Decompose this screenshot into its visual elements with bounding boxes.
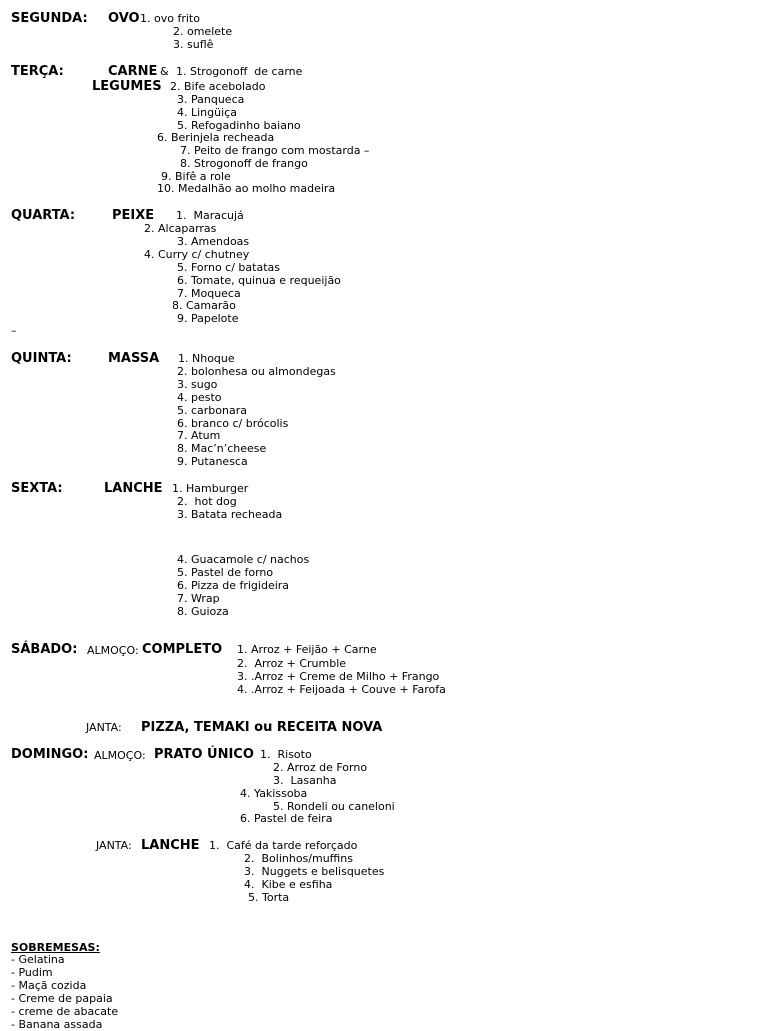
category-lanche: LANCHE xyxy=(104,481,163,496)
list-item: 5. Rondeli ou caneloni xyxy=(273,800,395,813)
list-item: 8. Mac’n’cheese xyxy=(177,442,267,455)
list-item: 7. Peito de frango com mostarda – xyxy=(180,144,370,157)
list-item: - Maçã cozida xyxy=(11,979,87,992)
list-item: 3. Panqueca xyxy=(177,93,245,106)
list-item: 6. branco c/ brócolis xyxy=(177,417,289,430)
list-item: 4. .Arroz + Feijoada + Couve + Farofa xyxy=(237,683,446,696)
list-item: 9. Bifê a role xyxy=(161,170,231,183)
list-item: 9. Putanesca xyxy=(177,455,248,468)
list-item: 2. Arroz de Forno xyxy=(273,761,368,774)
category-massa: MASSA xyxy=(108,351,160,366)
list-item: 5. Torta xyxy=(248,891,290,904)
list-item: 4. Kibe e esfiha xyxy=(244,878,333,891)
category-lanche: LANCHE xyxy=(141,838,200,853)
list-item: 3. Nuggets e belisquetes xyxy=(244,865,385,878)
list-item: 2. Bolinhos/muffins xyxy=(244,852,354,865)
list-item: 4. Lingüiça xyxy=(177,106,237,119)
list-item: 1. ovo frito xyxy=(140,12,200,25)
list-item: 2. Bife acebolado xyxy=(170,80,266,93)
list-item: 6. Berinjela recheada xyxy=(157,131,275,144)
list-item: 7. Moqueca xyxy=(177,287,241,300)
list-item: 8. Strogonoff de frango xyxy=(180,157,308,170)
list-item: 5. Refogadinho baiano xyxy=(177,119,301,132)
day-quinta: QUINTA: xyxy=(11,351,72,366)
list-item: 1. Café da tarde reforçado xyxy=(209,839,358,852)
list-item: 8. Guioza xyxy=(177,605,229,618)
list-item: 2. bolonhesa ou almondegas xyxy=(177,365,336,378)
category-prato-unico: PRATO ÚNICO xyxy=(154,747,254,762)
list-item: 7. Wrap xyxy=(177,592,220,605)
list-item: 1. Arroz + Feijão + Carne xyxy=(237,643,377,656)
label-janta: JANTA: xyxy=(96,839,132,852)
list-item: 2. Arroz + Crumble xyxy=(237,657,347,670)
dash: – xyxy=(11,324,17,337)
list-item: 3. Batata recheada xyxy=(177,508,283,521)
list-item: 9. Papelote xyxy=(177,312,239,325)
list-item: 6. Pastel de feira xyxy=(240,812,333,825)
section-title-sobremesas: SOBREMESAS: xyxy=(11,941,100,954)
list-item: - Creme de papaia xyxy=(11,992,113,1005)
day-quarta: QUARTA: xyxy=(11,208,76,223)
list-item: 2. hot dog xyxy=(177,495,237,508)
category-ovo: OVO xyxy=(108,11,140,26)
category-peixe: PEIXE xyxy=(112,208,155,223)
list-item: 5. Pastel de forno xyxy=(177,566,274,579)
list-item: - Banana assada xyxy=(11,1018,103,1031)
list-item: 4. Yakissoba xyxy=(240,787,308,800)
list-item: 4. Guacamole c/ nachos xyxy=(177,553,310,566)
list-item: 6. Pizza de frigideira xyxy=(177,579,290,592)
list-item: 6. Tomate, quinua e requeijão xyxy=(177,274,341,287)
list-item: 3. .Arroz + Creme de Milho + Frango xyxy=(237,670,440,683)
day-domingo: DOMINGO: xyxy=(11,747,89,762)
list-item: 1. Maracujá xyxy=(176,209,244,222)
list-item: 5. Forno c/ batatas xyxy=(177,261,280,274)
category-completo: COMPLETO xyxy=(142,642,223,657)
list-item: 4. Curry c/ chutney xyxy=(144,248,250,261)
list-item: 1. Hamburger xyxy=(172,482,249,495)
day-sexta: SEXTA: xyxy=(11,481,63,496)
list-item: 10. Medalhão ao molho madeira xyxy=(157,182,336,195)
day-segunda: SEGUNDA: xyxy=(11,11,88,26)
label-janta: JANTA: xyxy=(86,721,122,734)
list-item: - Pudim xyxy=(11,966,53,979)
list-item: - Gelatina xyxy=(11,953,65,966)
list-item: 5. carbonara xyxy=(177,404,247,417)
list-item: 7. Atum xyxy=(177,429,221,442)
day-terca: TERÇA: xyxy=(11,64,64,79)
list-item: 3. suflê xyxy=(173,38,214,51)
category-legumes: LEGUMES xyxy=(92,79,162,94)
list-item: 3. Amendoas xyxy=(177,235,250,248)
list-item: - creme de abacate xyxy=(11,1005,119,1018)
list-item: 2. Alcaparras xyxy=(144,222,217,235)
category-carne: CARNE xyxy=(108,64,158,79)
list-item: 1. Risoto xyxy=(260,748,312,761)
label-almoco: ALMOÇO: xyxy=(94,749,146,762)
ampersand: & xyxy=(160,65,169,78)
list-item: 2. omelete xyxy=(173,25,233,38)
list-item: 3. sugo xyxy=(177,378,218,391)
list-item: 1. Strogonoff de carne xyxy=(176,65,303,78)
list-item: 1. Nhoque xyxy=(178,352,235,365)
janta-sabado: PIZZA, TEMAKI ou RECEITA NOVA xyxy=(141,720,383,735)
list-item: 8. Camarão xyxy=(172,299,236,312)
day-sabado: SÁBADO: xyxy=(11,642,78,657)
list-item: 4. pesto xyxy=(177,391,222,404)
list-item: 3. Lasanha xyxy=(273,774,337,787)
label-almoco: ALMOÇO: xyxy=(87,644,139,657)
